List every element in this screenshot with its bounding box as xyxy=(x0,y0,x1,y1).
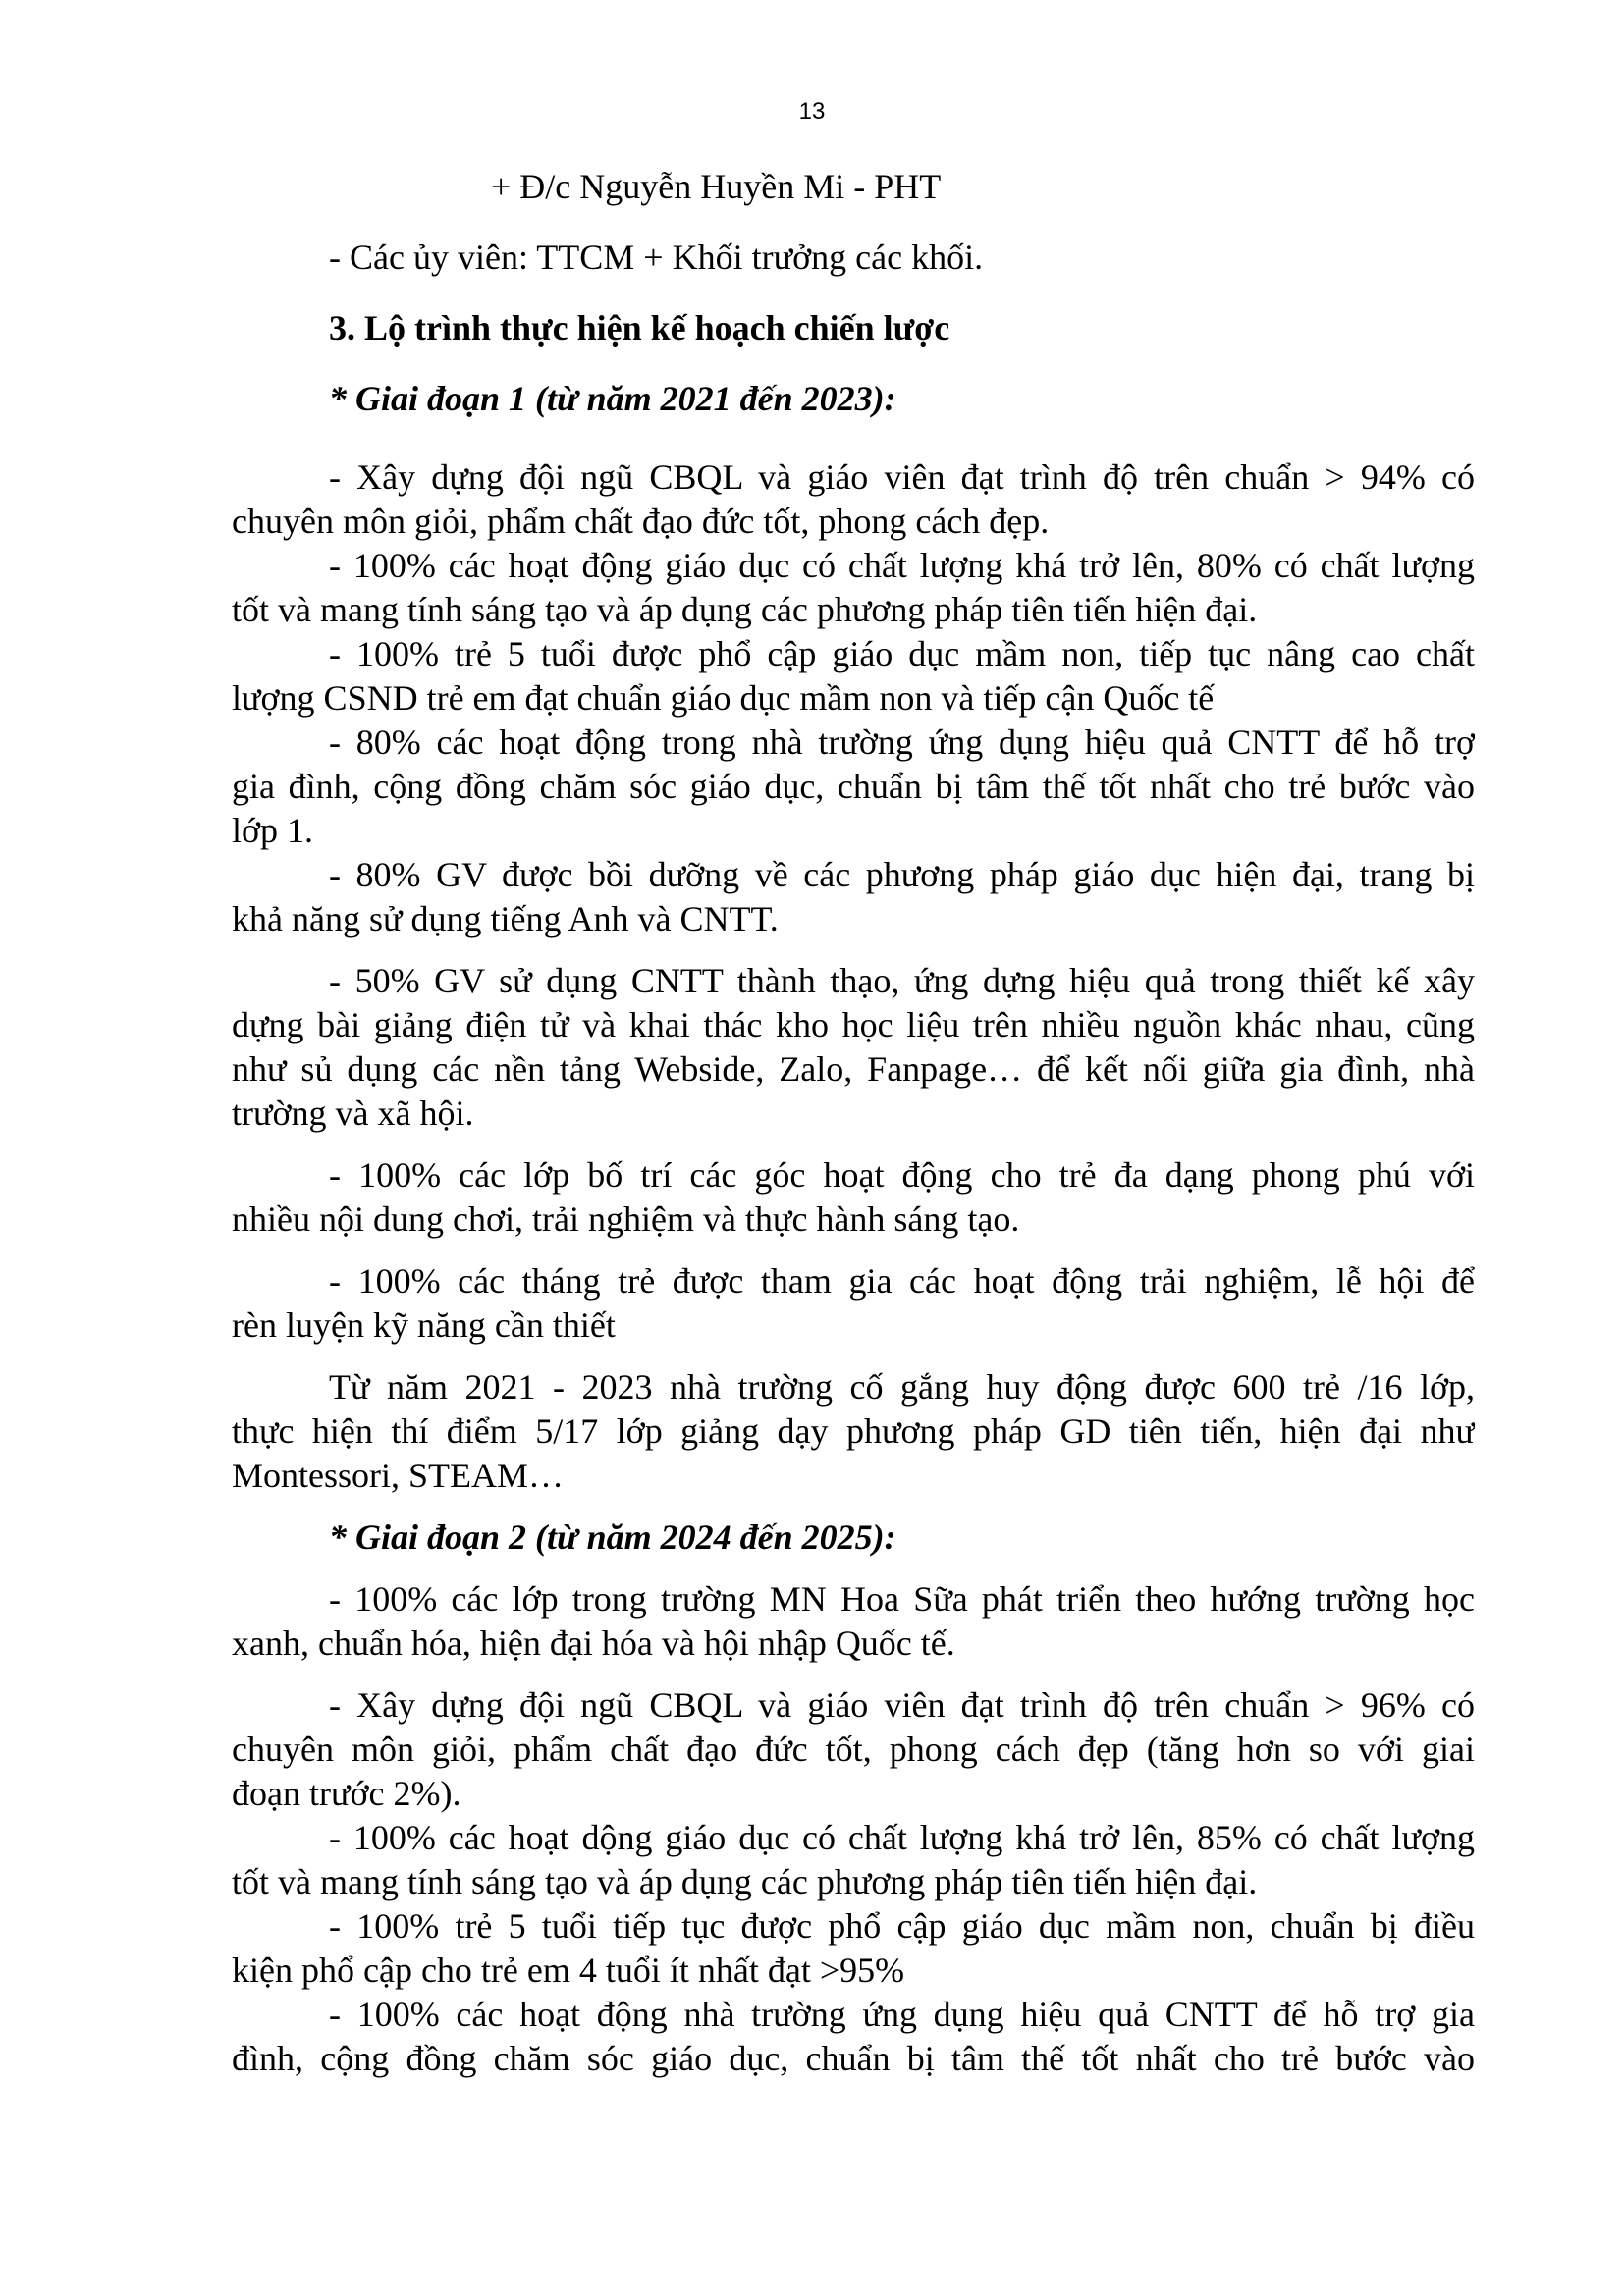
phase-1-paragraph-2 xyxy=(232,544,1475,632)
text-line: - 100% trẻ 5 tuổi tiếp tục được phổ cập giáo dục mầm non, chuẩn bị điều xyxy=(329,1906,1475,1946)
text-line: lượng CSND trẻ em đạt chuẩn giáo dục mầm non và tiếp cận Quốc tế xyxy=(232,678,1215,718)
phase-2-paragraph-4 xyxy=(232,1904,1475,1993)
text-line: rèn luyện kỹ năng cần thiết xyxy=(232,1306,616,1345)
phase-2-heading: * Giai đoạn 2 (từ năm 2024 đến 2025): xyxy=(329,1518,896,1557)
phase-1-heading: * Giai đoạn 1 (từ năm 2021 đến 2023): xyxy=(329,379,896,418)
text-line: - 80% các hoạt động trong nhà trường ứng dụng hiệu quả CNTT để hỗ trợ xyxy=(329,722,1475,762)
text-line: - 100% các lớp trong trường MN Hoa Sữa phát triển theo hướng trường học xyxy=(329,1579,1475,1619)
text-line: - 100% các lớp bố trí các góc hoạt động cho trẻ đa dạng phong phú với xyxy=(329,1155,1475,1195)
committee-members-line: - Các ủy viên: TTCM + Khối trưởng các khối. xyxy=(329,238,984,277)
text-line: dựng bài giảng điện tử và khai thác kho học liệu trên nhiều nguồn khác nhau, cũng xyxy=(232,1005,1475,1044)
text-line: trường và xã hội. xyxy=(232,1094,474,1133)
text-line: Montessori, STEAM… xyxy=(232,1456,565,1495)
text-line: lớp 1. xyxy=(232,811,314,850)
text-line: thực hiện thí điểm 5/17 lớp giảng dạy phương pháp GD tiên tiến, hiện đại như xyxy=(232,1412,1475,1451)
text-line: khả năng sử dụng tiếng Anh và CNTT. xyxy=(232,899,779,938)
phase-2-paragraph-5 xyxy=(232,1993,1475,2081)
phase-2-paragraph-2 xyxy=(232,1683,1475,1816)
phase-2-paragraph-1 xyxy=(232,1577,1475,1666)
text-line: - 100% trẻ 5 tuổi được phổ cập giáo dục mầm non, tiếp tục nâng cao chất xyxy=(329,634,1475,673)
text-line: - Xây dựng đội ngũ CBQL và giáo viên đạt trình độ trên chuẩn > 94% có xyxy=(329,457,1475,497)
text-line: - 100% các tháng trẻ được tham gia các hoạt động trải nghiệm, lễ hội để xyxy=(329,1261,1475,1301)
text-line: - 80% GV được bồi dưỡng về các phương pháp giáo dục hiện đại, trang bị xyxy=(329,855,1475,894)
phase-1-summary xyxy=(232,1365,1475,1498)
phase-1-paragraph-7 xyxy=(232,1153,1475,1242)
text-line: tốt và mang tính sáng tạo và áp dụng các phương pháp tiên tiến hiện đại. xyxy=(232,590,1258,629)
text-line: chuyên môn giỏi, phẩm chất đạo đức tốt, phong cách đẹp (tăng hơn so với giai xyxy=(232,1730,1475,1769)
phase-2-paragraph-3 xyxy=(232,1816,1475,1904)
text-line: đoạn trước 2%). xyxy=(232,1774,461,1813)
phase-1-paragraph-5 xyxy=(232,853,1475,941)
phase-1-paragraph-3 xyxy=(232,632,1475,721)
text-line: - Xây dựng đội ngũ CBQL và giáo viên đạt trình độ trên chuẩn > 96% có xyxy=(329,1685,1475,1725)
phase-1-paragraph-1 xyxy=(232,455,1475,544)
page-number: 13 xyxy=(798,98,826,125)
phase-1-paragraph-4 xyxy=(232,721,1475,853)
phase-1-paragraph-8 xyxy=(232,1259,1475,1348)
text-line: gia đình, cộng đồng chăm sóc giáo dục, chuẩn bị tâm thế tốt nhất cho trẻ bước vào xyxy=(232,767,1475,806)
text-line: - 50% GV sử dụng CNTT thành thạo, ứng dựng hiệu quả trong thiết kế xây xyxy=(329,961,1475,1000)
phase-1-paragraph-6 xyxy=(232,959,1475,1136)
text-line: Từ năm 2021 - 2023 nhà trường cố gắng huy động được 600 trẻ /16 lớp, xyxy=(329,1367,1475,1407)
text-line: kiện phổ cập cho trẻ em 4 tuổi ít nhất đạt >95% xyxy=(232,1950,905,1990)
text-line: - 100% các hoạt động giáo dục có chất lượng khá trở lên, 80% có chất lượng xyxy=(329,546,1475,585)
text-line: - 100% các hoạt động nhà trường ứng dụng hiệu quả CNTT để hỗ trợ gia xyxy=(329,1995,1475,2034)
section-heading: 3. Lộ trình thực hiện kế hoạch chiến lược xyxy=(329,308,950,347)
text-line: đình, cộng đồng chăm sóc giáo dục, chuẩn bị tâm thế tốt nhất cho trẻ bước vào xyxy=(232,2039,1475,2078)
text-line: chuyên môn giỏi, phẩm chất đạo đức tốt, phong cách đẹp. xyxy=(232,502,1050,541)
text-line: xanh, chuẩn hóa, hiện đại hóa và hội nhập Quốc tế. xyxy=(232,1624,955,1663)
document-body xyxy=(232,165,1475,2081)
text-line: - 100% các hoạt dộng giáo dục có chất lượng khá trở lên, 85% có chất lượng xyxy=(329,1818,1475,1857)
text-line: nhiều nội dung chơi, trải nghiệm và thực hành sáng tạo. xyxy=(232,1200,1020,1239)
committee-member-line: + Đ/c Nguyễn Huyền Mi - PHT xyxy=(491,167,942,206)
text-line: tốt và mang tính sáng tạo và áp dụng các phương pháp tiên tiến hiện đại. xyxy=(232,1862,1258,1901)
text-line: như sủ dụng các nền tảng Webside, Zalo, Fanpage… để kết nối giữa gia đình, nhà xyxy=(232,1049,1475,1089)
